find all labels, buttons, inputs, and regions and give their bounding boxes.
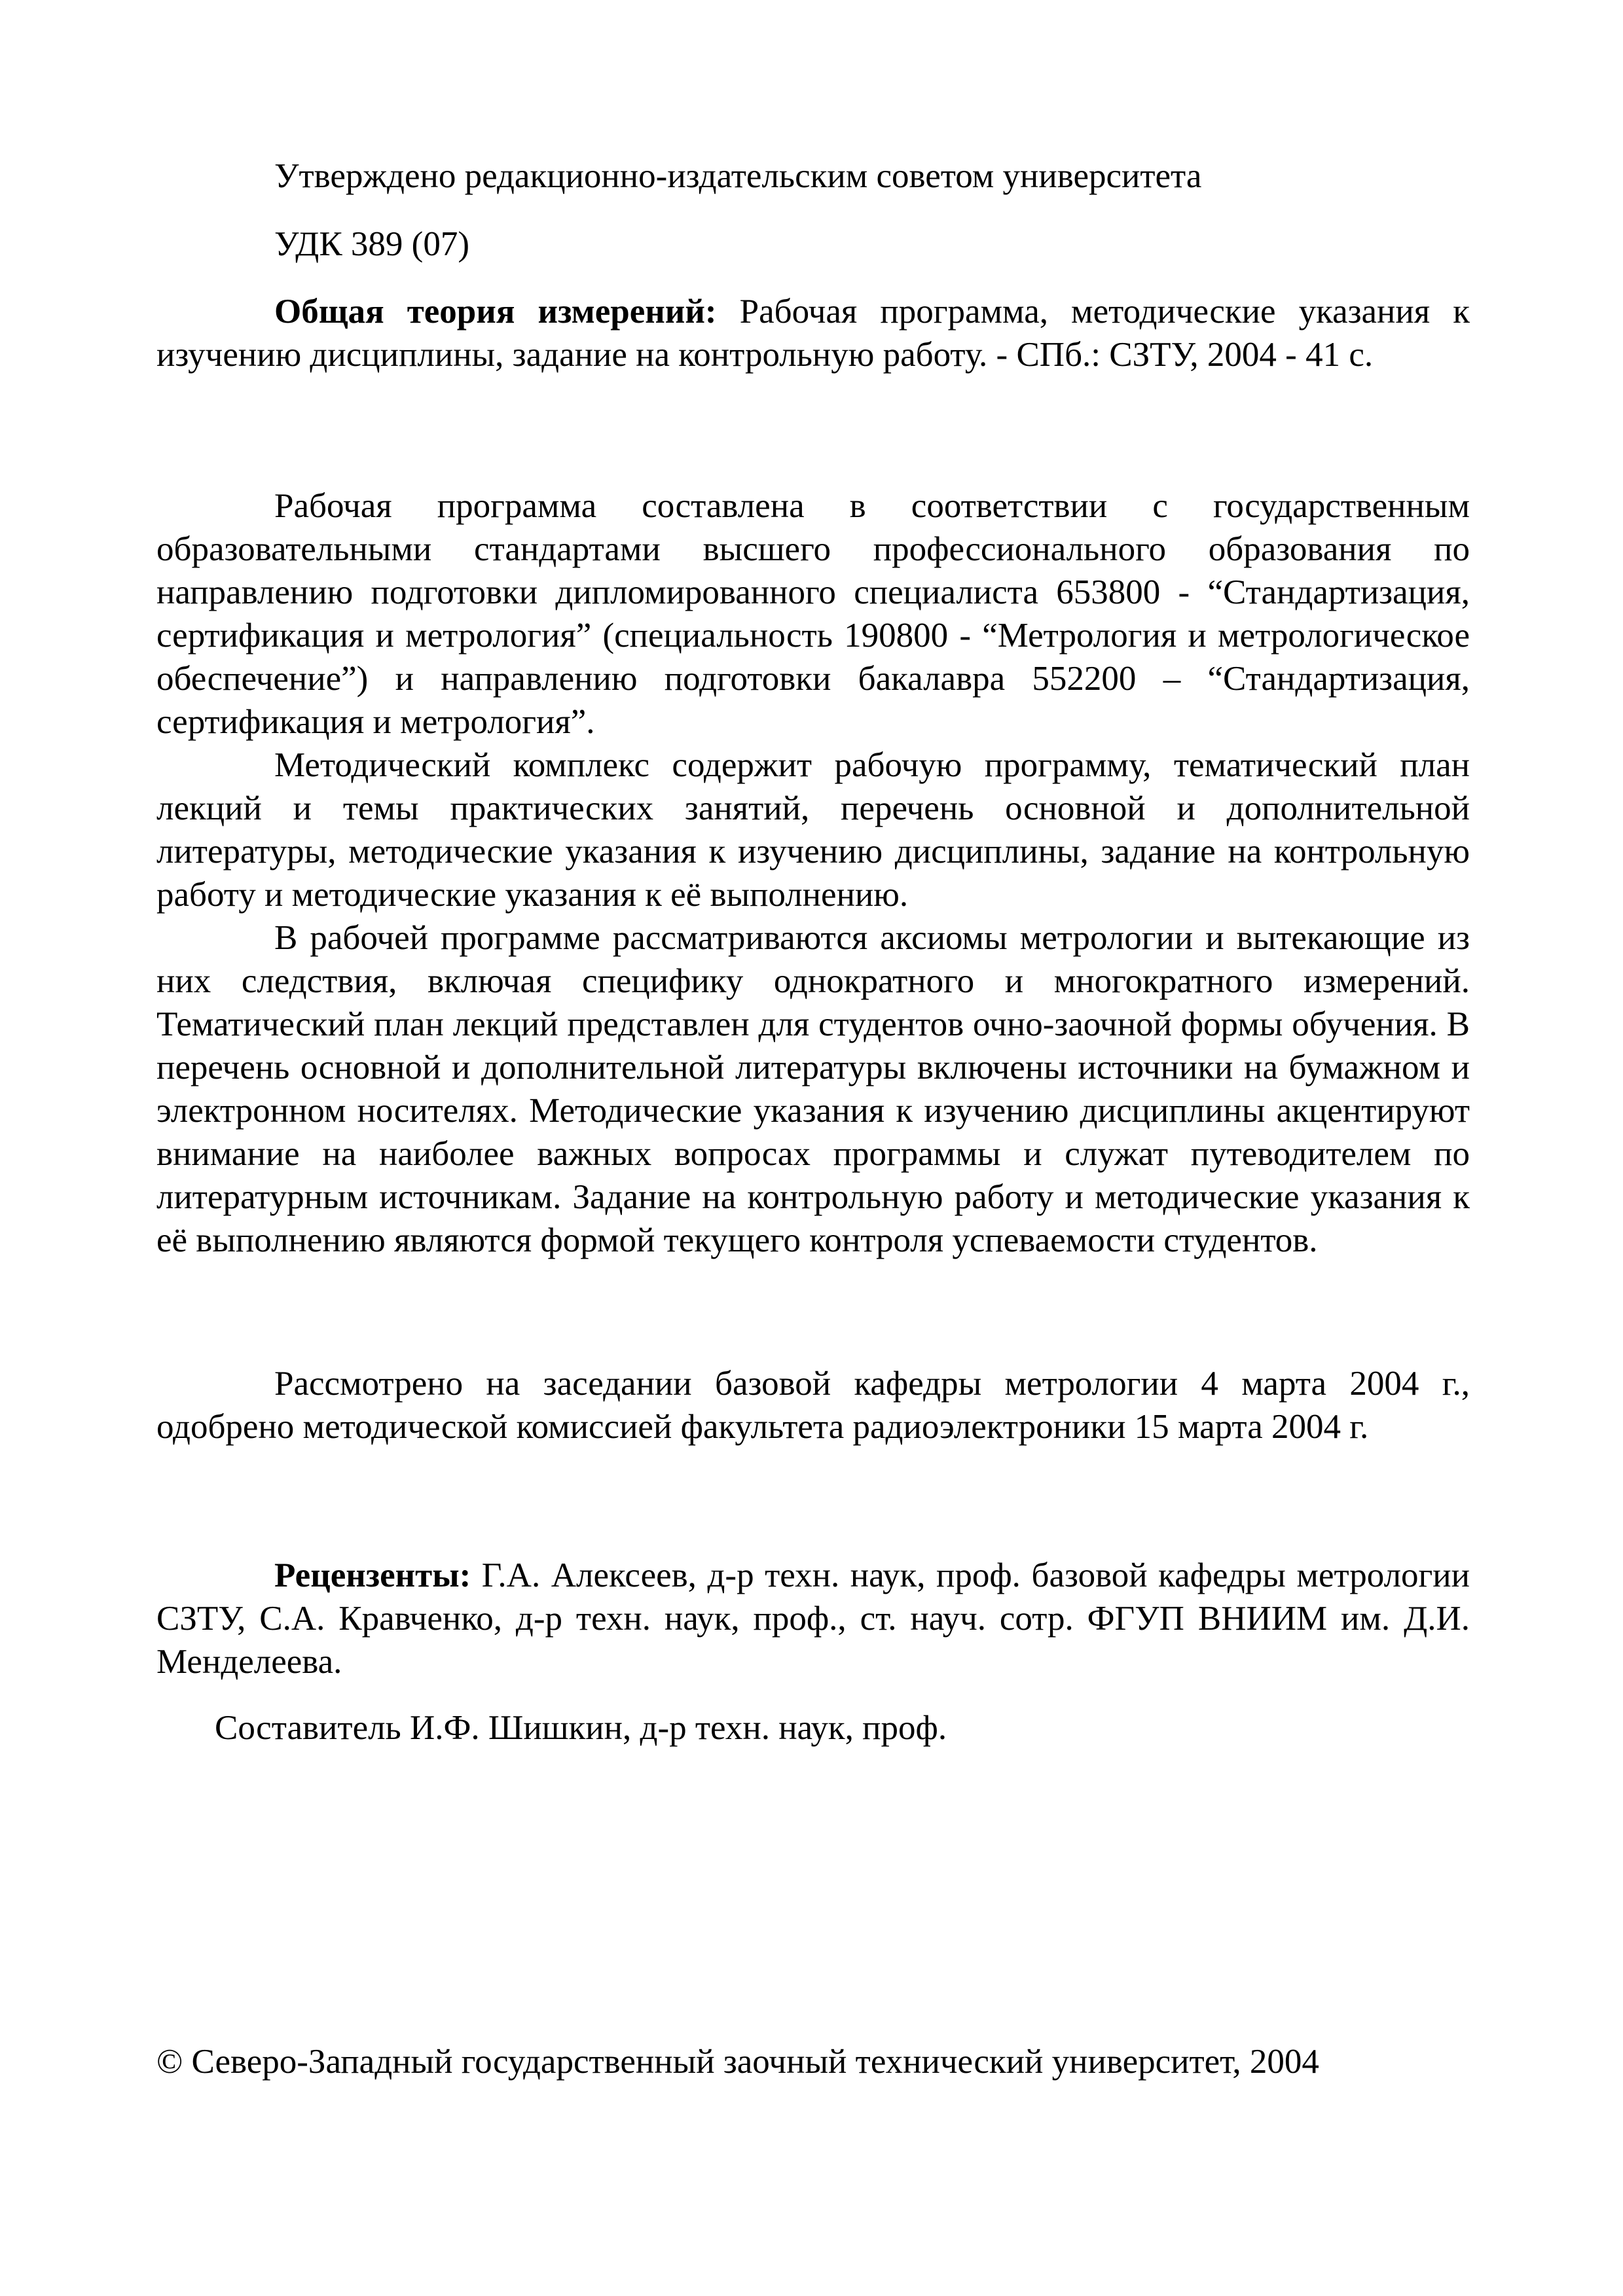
udk-code — [274, 223, 1470, 266]
copyright-text: © Северо-Западный государственный заочный технический университет, 2004 — [156, 2043, 1319, 2081]
reviewers-paragraph — [156, 1554, 1470, 1683]
reviewers-label: Рецензенты: — [274, 1556, 471, 1594]
review-note-text: Рассмотрено на заседании базовой кафедры метрологии 4 марта 2004 г., одобрено методической комиссией факультета радиоэлектроники 15 марта 2004 г. — [156, 1365, 1470, 1446]
udk-code-text: УДК 389 (07) — [274, 225, 469, 263]
reviewers — [156, 1554, 1470, 1683]
bibliographic-citation — [156, 290, 1470, 376]
compiler-text: Составитель И.Ф. Шишкин, д-р техн. наук, проф. — [215, 1709, 947, 1747]
abstract-paragraph-3: В рабочей программе рассматриваются аксиомы метрологии и вытекающие из них следствия, включая специфику однократного и многократного измерений. Тематический план лекций представлен для студентов очно-заочной формы обучения. В перечень основной и дополнительной литературы включены источники на бумажном и электронном носителях. Методические указания к изучению дисциплины акцентируют внимание на наиболее важных вопросах программы и служат путеводителем по литературным источникам. Задание на контрольную работу и методические указания к её выполнению являются формой текущего контроля успеваемости студентов. — [156, 919, 1470, 1259]
copyright — [156, 2040, 1470, 2083]
citation-paragraph — [156, 290, 1470, 376]
approval-note — [274, 154, 1470, 198]
compiler — [215, 1706, 1459, 1749]
approval-note-text: Утверждено редакционно-издательским советом университета — [274, 157, 1202, 195]
citation-text: Рабочая программа, методические указания к изучению дисциплины, задание на контрольную работу. - СПб.: СЗТУ, 2004 - 41 с. — [156, 293, 1470, 374]
abstract-paragraph-2: Методический комплекс содержит рабочую программу, тематический план лекций и темы практических занятий, перечень основной и дополнительной литературы, методические указания к изучению дисциплины, задание на контрольную работу и методические указания к её выполнению. — [156, 746, 1470, 914]
reviewers-text: Г.А. Алексеев, д-р техн. наук, проф. базовой кафедры метрологии СЗТУ, С.А. Кравченко, д-р техн. наук, проф., ст. науч. сотр. ФГУП ВНИИМ им. Д.И. Менделеева. — [156, 1556, 1470, 1681]
abstract — [156, 484, 1470, 1262]
citation-title: Общая теория измерений: — [274, 293, 717, 331]
abstract-paragraph-1: Рабочая программа составлена в соответствии с государственным образовательными стандартами высшего профессионального образования по направлению подготовки дипломированного специалиста 653800 - “Стандартизация, сертификация и метрология” (специальность 190800 - “Метрология и метрологическое обеспечение”) и направлению подготовки бакалавра 552200 – “Стандартизация, сертификация и метрология”. — [156, 487, 1470, 741]
review-note — [156, 1362, 1470, 1448]
